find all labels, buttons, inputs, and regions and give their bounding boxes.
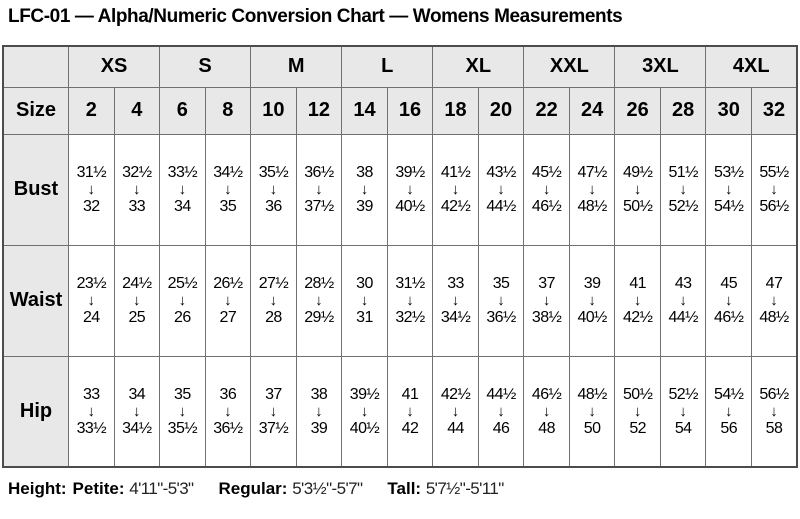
range-cell <box>251 245 297 356</box>
down-arrow-icon: ↓ <box>588 181 596 198</box>
range-cell <box>69 356 115 467</box>
range-to-value: 52½ <box>668 198 698 215</box>
range-cell <box>751 245 797 356</box>
corner-cell <box>3 46 69 87</box>
range-to-value: 38½ <box>531 309 562 326</box>
conversion-chart-table <box>2 45 798 468</box>
range-from-value: 23½ <box>76 275 106 292</box>
down-arrow-icon: ↓ <box>224 402 232 420</box>
range-from-value: 31½ <box>76 164 106 181</box>
range-cell <box>751 134 797 245</box>
numeric-size-4: 4 <box>114 87 160 134</box>
down-arrow-icon: ↓ <box>451 292 460 309</box>
numeric-size-10: 10 <box>251 87 297 134</box>
range-to-value: 50½ <box>622 198 653 215</box>
range-cell <box>342 245 388 356</box>
down-arrow-icon: ↓ <box>451 402 460 420</box>
range-from-value: 46½ <box>531 385 562 403</box>
regular-label: Regular: <box>218 479 288 498</box>
down-arrow-icon: ↓ <box>406 292 414 309</box>
table-head <box>3 46 797 134</box>
range-from-value: 37 <box>538 275 555 292</box>
range-from-value: 50½ <box>622 385 653 403</box>
range-from-value: 30 <box>356 275 373 292</box>
numeric-size-14: 14 <box>342 87 388 134</box>
range-cell <box>478 356 524 467</box>
alpha-size-xl: XL <box>433 46 524 87</box>
range-from-value: 44½ <box>486 385 516 403</box>
range-from-value: 33 <box>447 275 464 292</box>
range-cell <box>751 356 797 467</box>
range-from-value: 32½ <box>122 164 152 181</box>
numeric-size-22: 22 <box>524 87 570 134</box>
down-arrow-icon: ↓ <box>633 402 642 420</box>
range-to-value: 37½ <box>258 419 289 437</box>
range-cell <box>160 245 206 356</box>
range-from-value: 56½ <box>759 385 789 403</box>
range-from-value: 38 <box>356 164 373 181</box>
numeric-size-row <box>3 87 797 134</box>
range-to-value: 34½ <box>440 309 471 326</box>
range-to-value: 26 <box>174 309 191 326</box>
range-from-value: 49½ <box>622 164 653 181</box>
range-cell <box>615 356 661 467</box>
down-arrow-icon: ↓ <box>315 402 323 420</box>
range-to-value: 36 <box>265 198 282 215</box>
down-arrow-icon: ↓ <box>542 292 551 309</box>
petite-label: Petite: <box>72 479 125 498</box>
alpha-size-s: S <box>160 46 251 87</box>
down-arrow-icon: ↓ <box>679 402 687 420</box>
down-arrow-icon: ↓ <box>178 181 187 198</box>
numeric-size-32: 32 <box>751 87 797 134</box>
range-from-value: 47 <box>765 275 783 292</box>
down-arrow-icon: ↓ <box>224 292 232 309</box>
page-title: LFC-01 — Alpha/Numeric Conversion Chart — Womens Measurements <box>8 6 623 27</box>
range-cell <box>660 356 706 467</box>
range-from-value: 28½ <box>304 275 334 292</box>
range-from-value: 26½ <box>213 275 243 292</box>
range-to-value: 50 <box>583 419 601 437</box>
down-arrow-icon: ↓ <box>178 292 187 309</box>
range-cell <box>660 134 706 245</box>
height-legend <box>8 479 800 499</box>
range-to-value: 33½ <box>76 419 106 437</box>
down-arrow-icon: ↓ <box>178 402 187 420</box>
down-arrow-icon: ↓ <box>360 402 369 420</box>
range-cell <box>706 134 752 245</box>
range-from-value: 33½ <box>167 164 197 181</box>
range-cell <box>69 134 115 245</box>
range-cell <box>387 356 433 467</box>
range-to-value: 34 <box>174 198 191 215</box>
alpha-size-3xl: 3XL <box>615 46 706 87</box>
range-from-value: 52½ <box>668 385 698 403</box>
range-from-value: 39 <box>583 275 601 292</box>
numeric-size-26: 26 <box>615 87 661 134</box>
tall-value: 5'7½"-5'11" <box>425 479 504 498</box>
measurement-row-waist <box>3 245 797 356</box>
range-to-value: 58 <box>765 419 783 437</box>
range-cell <box>251 356 297 467</box>
range-to-value: 46½ <box>714 309 744 326</box>
down-arrow-icon: ↓ <box>451 181 460 198</box>
range-from-value: 39½ <box>395 164 425 181</box>
range-cell <box>524 134 570 245</box>
range-to-value: 35 <box>219 198 237 215</box>
down-arrow-icon: ↓ <box>87 181 96 198</box>
down-arrow-icon: ↓ <box>542 402 551 420</box>
range-from-value: 27½ <box>258 275 289 292</box>
range-to-value: 44 <box>447 419 464 437</box>
down-arrow-icon: ↓ <box>588 292 596 309</box>
height-label: Height: <box>8 479 67 498</box>
range-from-value: 36½ <box>304 164 334 181</box>
tall-label: Tall: <box>387 479 422 498</box>
down-arrow-icon: ↓ <box>269 402 278 420</box>
regular-value: 5'3½"-5'7" <box>292 479 363 498</box>
range-to-value: 37½ <box>304 198 334 215</box>
size-row-label: Size <box>3 87 69 134</box>
range-to-value: 54 <box>674 419 692 437</box>
range-from-value: 51½ <box>668 164 698 181</box>
range-to-value: 56 <box>720 419 737 437</box>
alpha-size-l: L <box>342 46 433 87</box>
height-entry-tall <box>387 479 503 498</box>
range-from-value: 24½ <box>122 275 152 292</box>
range-cell <box>296 245 342 356</box>
alpha-size-m: M <box>251 46 342 87</box>
range-cell <box>296 134 342 245</box>
range-from-value: 43 <box>674 275 692 292</box>
down-arrow-icon: ↓ <box>315 181 323 198</box>
range-to-value: 42½ <box>622 309 653 326</box>
range-cell <box>114 245 160 356</box>
numeric-size-24: 24 <box>569 87 615 134</box>
alpha-size-4xl: 4XL <box>706 46 797 87</box>
range-from-value: 45½ <box>531 164 562 181</box>
numeric-size-28: 28 <box>660 87 706 134</box>
row-label-waist: Waist <box>3 245 69 356</box>
range-cell <box>569 134 615 245</box>
range-from-value: 45 <box>720 275 737 292</box>
range-to-value: 46 <box>492 419 510 437</box>
range-from-value: 53½ <box>714 164 744 181</box>
range-cell <box>433 356 479 467</box>
numeric-size-30: 30 <box>706 87 752 134</box>
range-from-value: 41 <box>401 385 419 403</box>
range-to-value: 56½ <box>759 198 789 215</box>
range-from-value: 36 <box>219 385 237 403</box>
range-from-value: 38 <box>310 385 328 403</box>
down-arrow-icon: ↓ <box>679 292 687 309</box>
numeric-size-12: 12 <box>296 87 342 134</box>
numeric-size-6: 6 <box>160 87 206 134</box>
range-from-value: 47½ <box>577 164 607 181</box>
range-from-value: 35 <box>174 385 191 403</box>
range-cell <box>478 245 524 356</box>
range-cell <box>433 134 479 245</box>
down-arrow-icon: ↓ <box>679 181 687 198</box>
range-cell <box>524 356 570 467</box>
range-cell <box>342 134 388 245</box>
numeric-size-20: 20 <box>478 87 524 134</box>
range-from-value: 34 <box>128 385 146 403</box>
range-to-value: 52 <box>629 419 646 437</box>
range-from-value: 31½ <box>395 275 425 292</box>
down-arrow-icon: ↓ <box>588 402 596 420</box>
range-from-value: 41½ <box>440 164 471 181</box>
range-cell <box>69 245 115 356</box>
range-from-value: 43½ <box>486 164 516 181</box>
numeric-size-2: 2 <box>69 87 115 134</box>
range-from-value: 35 <box>492 275 510 292</box>
measurement-row-hip <box>3 356 797 467</box>
range-to-value: 48½ <box>577 198 607 215</box>
range-cell <box>342 356 388 467</box>
range-to-value: 48 <box>538 419 555 437</box>
range-cell <box>615 134 661 245</box>
range-to-value: 31 <box>356 309 373 326</box>
range-to-value: 36½ <box>486 309 516 326</box>
range-to-value: 32½ <box>395 309 425 326</box>
down-arrow-icon: ↓ <box>497 292 505 309</box>
range-from-value: 55½ <box>759 164 789 181</box>
down-arrow-icon: ↓ <box>269 292 278 309</box>
down-arrow-icon: ↓ <box>133 402 141 420</box>
range-to-value: 44½ <box>486 198 516 215</box>
range-from-value: 41 <box>629 275 646 292</box>
alpha-size-xxl: XXL <box>524 46 615 87</box>
down-arrow-icon: ↓ <box>724 402 733 420</box>
down-arrow-icon: ↓ <box>724 181 733 198</box>
down-arrow-icon: ↓ <box>497 181 505 198</box>
range-to-value: 27 <box>219 309 237 326</box>
range-to-value: 32 <box>82 198 100 215</box>
down-arrow-icon: ↓ <box>406 181 414 198</box>
row-label-hip: Hip <box>3 356 69 467</box>
range-to-value: 44½ <box>668 309 698 326</box>
down-arrow-icon: ↓ <box>133 181 141 198</box>
down-arrow-icon: ↓ <box>633 181 642 198</box>
range-cell <box>205 134 251 245</box>
down-arrow-icon: ↓ <box>224 181 232 198</box>
down-arrow-icon: ↓ <box>633 292 642 309</box>
down-arrow-icon: ↓ <box>770 181 778 198</box>
range-cell <box>706 245 752 356</box>
range-cell <box>387 245 433 356</box>
range-cell <box>114 356 160 467</box>
range-from-value: 48½ <box>577 385 607 403</box>
range-to-value: 35½ <box>167 419 197 437</box>
range-to-value: 29½ <box>304 309 334 326</box>
numeric-size-18: 18 <box>433 87 479 134</box>
range-to-value: 48½ <box>759 309 789 326</box>
range-from-value: 37 <box>265 385 282 403</box>
numeric-size-16: 16 <box>387 87 433 134</box>
range-to-value: 40½ <box>349 419 380 437</box>
range-to-value: 54½ <box>714 198 744 215</box>
range-from-value: 35½ <box>258 164 289 181</box>
range-cell <box>205 356 251 467</box>
range-cell <box>387 134 433 245</box>
measurement-rows <box>3 134 797 467</box>
numeric-size-8: 8 <box>205 87 251 134</box>
down-arrow-icon: ↓ <box>87 402 96 420</box>
range-cell <box>433 245 479 356</box>
range-cell <box>114 134 160 245</box>
range-to-value: 33 <box>128 198 146 215</box>
height-entry-regular <box>218 479 362 498</box>
range-to-value: 34½ <box>122 419 152 437</box>
down-arrow-icon: ↓ <box>406 402 414 420</box>
range-to-value: 40½ <box>395 198 425 215</box>
range-to-value: 25 <box>128 309 146 326</box>
range-to-value: 46½ <box>531 198 562 215</box>
range-to-value: 42 <box>401 419 419 437</box>
range-cell <box>569 356 615 467</box>
range-cell <box>205 245 251 356</box>
petite-value: 4'11"-5'3" <box>129 479 194 498</box>
measurement-row-bust <box>3 134 797 245</box>
range-from-value: 33 <box>82 385 100 403</box>
row-label-bust: Bust <box>3 134 69 245</box>
range-cell <box>296 356 342 467</box>
range-to-value: 39 <box>356 198 373 215</box>
range-cell <box>706 356 752 467</box>
down-arrow-icon: ↓ <box>542 181 551 198</box>
range-from-value: 39½ <box>349 385 380 403</box>
range-cell <box>160 134 206 245</box>
range-from-value: 25½ <box>167 275 197 292</box>
range-to-value: 28 <box>265 309 282 326</box>
range-cell <box>160 356 206 467</box>
range-cell <box>251 134 297 245</box>
range-from-value: 34½ <box>213 164 243 181</box>
range-cell <box>478 134 524 245</box>
down-arrow-icon: ↓ <box>315 292 323 309</box>
down-arrow-icon: ↓ <box>360 181 369 198</box>
down-arrow-icon: ↓ <box>87 292 96 309</box>
range-to-value: 24 <box>82 309 100 326</box>
range-to-value: 42½ <box>440 198 471 215</box>
down-arrow-icon: ↓ <box>497 402 505 420</box>
range-cell <box>615 245 661 356</box>
down-arrow-icon: ↓ <box>770 402 778 420</box>
range-from-value: 42½ <box>440 385 471 403</box>
range-to-value: 36½ <box>213 419 243 437</box>
range-to-value: 40½ <box>577 309 607 326</box>
alpha-size-xs: XS <box>69 46 160 87</box>
height-entry-petite <box>73 479 194 498</box>
down-arrow-icon: ↓ <box>269 181 278 198</box>
range-from-value: 54½ <box>714 385 744 403</box>
down-arrow-icon: ↓ <box>360 292 369 309</box>
down-arrow-icon: ↓ <box>133 292 141 309</box>
down-arrow-icon: ↓ <box>770 292 778 309</box>
range-to-value: 39 <box>310 419 328 437</box>
down-arrow-icon: ↓ <box>724 292 733 309</box>
alpha-size-row <box>3 46 797 87</box>
range-cell <box>524 245 570 356</box>
range-cell <box>569 245 615 356</box>
range-cell <box>660 245 706 356</box>
